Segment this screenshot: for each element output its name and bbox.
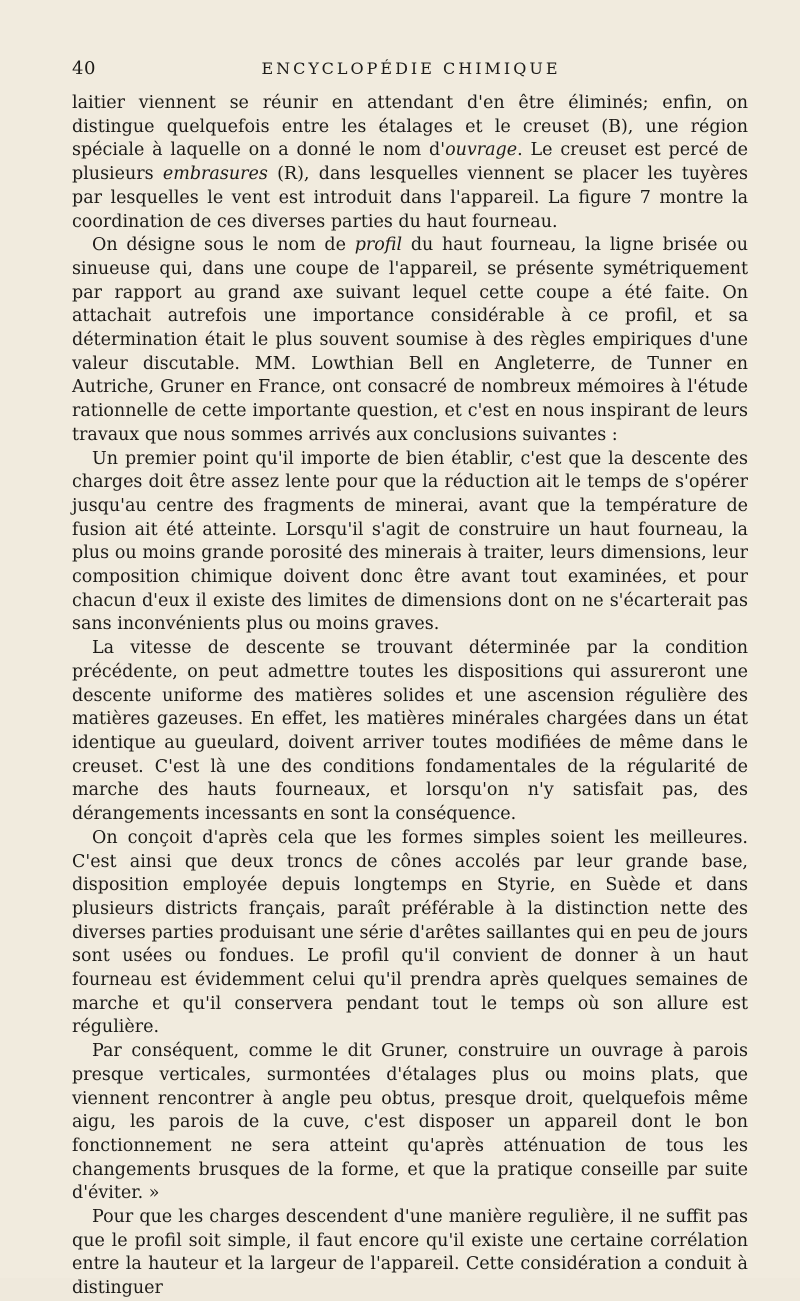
paragraph-6: Par conséquent, comme le dit Gruner, construire un ouvrage à parois presque verticales, surmontées d'étalages plus ou moins plats, que viennent rencontrer à angle peu obtus, presque droit, quelquefois même aigu, les parois de la cuve, c'est disposer un appareil dont le bon fonctionnement ne sera atteint qu'après atténuation de tous les changements brusques de la forme, et que la pratique conseille par suite d'éviter. » [72, 1041, 748, 1204]
page-header [72, 58, 750, 82]
page-number: 40 [72, 58, 96, 79]
paragraph-7: Pour que les charges descendent d'une manière regulière, il ne suffit pas que le profil soit simple, il faut encore qu'il existe une certaine corrélation entre la hauteur et la largeur de l'appareil. Cette considération a conduit à distinguer [72, 1207, 748, 1299]
term-embrasures: embrasures [162, 164, 268, 185]
running-title: ENCYCLOPÉDIE CHIMIQUE [261, 59, 561, 78]
paragraph-1-text-b: . Le creuset est percé de plusieurs [72, 140, 748, 185]
paragraph-1-text-a: laitier viennent se réunir en attendant d'en être éliminés; enfin, on distingue quelquefois entre les étalages et le creuset (B), une région spéciale à laquelle on a donné le nom d' [72, 93, 748, 161]
paragraph-1 [72, 92, 748, 234]
paragraph-2-text-b: du haut fourneau, la ligne brisée ou sinueuse qui, dans une coupe de l'appareil, se présente symétriquement par rapport au grand axe suivant lequel cette coupe a été faite. On attachait autrefois une importance considérable à ce profil, et sa détermination était le plus souvent soumise à des règles empiriques d'une valeur discutable. MM. Lowthian Bell en Angleterre, de Tunner en Autriche, Gruner en France, ont consacré de nombreux mémoires à l'étude rationnelle de cette importante question, et c'est en nous inspirant de leurs travaux que nous sommes arrivés aux conclusions suivantes : [72, 235, 748, 445]
paragraph-1-text-c: (R), dans lesquelles viennent se placer les tuyères par lesquelles le vent est introduit dans l'appareil. La figure 7 montre la coordination de ces diverses parties du haut fourneau. [72, 164, 748, 232]
term-profil: profil [354, 235, 403, 256]
paragraph-4: La vitesse de descente se trouvant déterminée par la condition précédente, on peut admettre toutes les dispositions qui assureront une descente uniforme des matières solides et une ascension régulière des matières gazeuses. En effet, les matières minérales chargées dans un état identique au gueulard, doivent arriver toutes modifiées de même dans le creuset. C'est là une des conditions fondamentales de la régularité de marche des hauts fourneaux, et lorsqu'on n'y satisfait pas, des dérangements incessants en sont la conséquence. [72, 638, 748, 825]
paragraph-5: On conçoit d'après cela que les formes simples soient les meilleures. C'est ainsi que deux troncs de cônes accolés par leur grande base, disposition employée depuis longtemps en Styrie, en Suède et dans plusieurs districts français, paraît préférable à la distinction nette des diverses parties produisant une série d'arêtes saillantes qui en peu de jours sont usées ou fondues. Le profil qu'il convient de donner à un haut fourneau est évidemment celui qu'il prendra après quelques semaines de marche et qu'il conservera pendant tout le temps où son allure est régulière. [72, 827, 748, 1038]
paragraph-2-text-a: On désigne sous le nom de [92, 235, 355, 256]
body-text [72, 92, 748, 1301]
paragraph-2 [72, 234, 748, 447]
paragraph-3: Un premier point qu'il importe de bien établir, c'est que la descente des charges doit être assez lente pour que la réduction ait le temps de s'opérer jusqu'au centre des fragments de minerai, avant que la température de fusion ait été atteinte. Lorsqu'il s'agit de construire un haut fourneau, la plus ou moins grande porosité des minerais à traiter, leurs dimensions, leur composition chimique doivent donc être avant tout examinées, et pour chacun d'eux il existe des limites de dimensions dont on ne s'écarterait pas sans inconvénients plus ou moins graves. [72, 448, 748, 635]
term-ouvrage: ouvrage [445, 140, 518, 161]
